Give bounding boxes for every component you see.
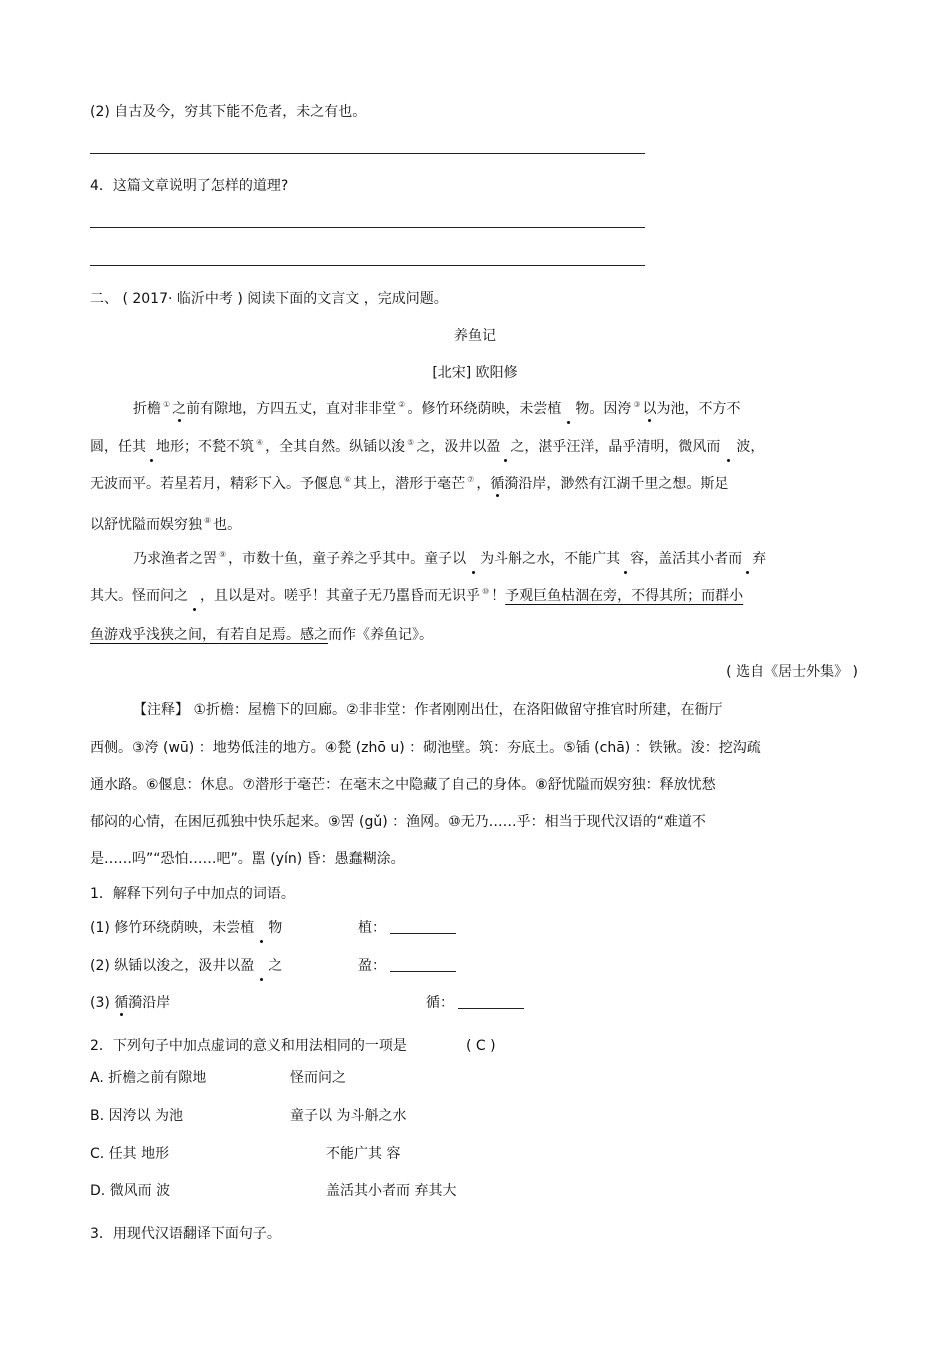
option-a-compare: 怪而问之: [290, 1070, 346, 1086]
question-3-stem: 3．用现代汉语翻译下面句子。: [90, 1226, 281, 1242]
answer-line: [90, 265, 645, 266]
option-b: B. 因洿以 为池: [90, 1108, 183, 1124]
annotation-line: 西侧。③洿 (wū) ：地势低洼的地方。④甃 (zhō u) ：砌池壁。筑：夯底土。⑤锸 (chā) ：铁锹。浚：挖沟疏: [90, 740, 761, 756]
option-b-compare: 童子以 为斗斛之水: [290, 1108, 407, 1124]
question-2-item-2: (2) 自古及今，穷其下能不危者，未之有也。: [90, 104, 367, 120]
passage-line: 圆，任其 地形；不甃不筑 ④ ，全其自然。纵锸以浚 ⑤ 之，汲井以盈 之，湛乎汪洋，晶乎清明，微风而 波，: [90, 438, 765, 455]
annotation-line: 是……吗”“恐怕……吧”。嚚 (yín) 昏：愚蠢糊涂。: [90, 851, 405, 867]
option-d: D. 微风而 波: [90, 1183, 171, 1199]
passage-line: 鱼游戏乎浅狭之间，有若自足焉。感之而作《养鱼记》。: [90, 627, 433, 643]
annotation-line: 郁闷的心情，在困厄孤独中快乐起来。⑨罟 (gǔ) ：渔网。⑩无乃……乎：相当于现代汉语的“难道不: [90, 814, 706, 830]
question-2-stem: 2．下列句子中加点虚词的意义和用法相同的一项是: [90, 1038, 407, 1054]
option-c: C. 任其 地形: [90, 1146, 170, 1162]
passage-line: 以舒忧隘而娱穷独 ⑧ 也。: [90, 516, 242, 533]
article-title: 养鱼记: [454, 328, 496, 344]
question-1-item: (2) 纵锸以浚之，汲井以盈 之: [90, 958, 283, 974]
source-note: ( 选自《居士外集》 ): [726, 664, 858, 680]
passage-line: 乃求渔者之罟 ⑨ ，市数十鱼，童子养之乎其中。童子以 为斗斛之水，不能广其 容，盖活其小者而 弃: [133, 550, 767, 567]
question-2-answer: ( C ): [466, 1038, 496, 1054]
passage-line: 其大。怪而问之 ，且以是对。嗟乎！其童子无乃嚚昏而无识乎 ⑩ ！予观巨鱼枯涸在旁，不得其所；而群小: [90, 587, 744, 604]
answer-blank[interactable]: 循：: [426, 993, 524, 1013]
answer-blank[interactable]: 盈：: [358, 956, 456, 976]
question-4: 4．这篇文章说明了怎样的道理?: [90, 178, 289, 194]
option-d-compare: 盖活其小者而 弃其大: [326, 1183, 457, 1199]
question-1-stem: 1．解释下列句子中加点的词语。: [90, 886, 295, 902]
option-a: A. 折檐之前有隙地: [90, 1070, 207, 1086]
annotation-line: 通水路。⑥偃息：休息。⑦潜形于毫芒：在毫末之中隐藏了自己的身体。⑧舒忧隘而娱穷独：释放忧愁: [90, 777, 716, 793]
article-author: [北宋] 欧阳修: [432, 365, 518, 381]
answer-line: [90, 153, 645, 154]
passage-line: 无波而平。若星若月，精彩下入。予偃息 ⑥ 其上，潜形于毫芒 ⑦ ，循漪沿岸，渺然有江湖千里之想。斯足: [90, 475, 729, 492]
option-c-compare: 不能广其 容: [326, 1146, 401, 1162]
annotation-line: 【注释】 ①折檐：屋檐下的回廊。②非非堂：作者刚刚出仕，在洛阳做留守推官时所建，在衙厅: [133, 702, 723, 718]
answer-blank[interactable]: 植：: [358, 918, 456, 938]
answer-line: [90, 227, 645, 228]
question-1-item: (1) 修竹环绕荫映，未尝植 物: [90, 920, 283, 936]
passage-line: 折檐 ① 之前有隙地，方四五丈，直对非非堂 ② 。修竹环绕荫映，未尝植 物。因洿 ③ 以为池，不方不: [133, 400, 741, 417]
section-heading: 二、 ( 2017· 临沂中考 ) 阅读下面的文言文 ，完成问题。: [90, 291, 448, 307]
question-1-item: (3) 循漪沿岸: [90, 995, 171, 1011]
